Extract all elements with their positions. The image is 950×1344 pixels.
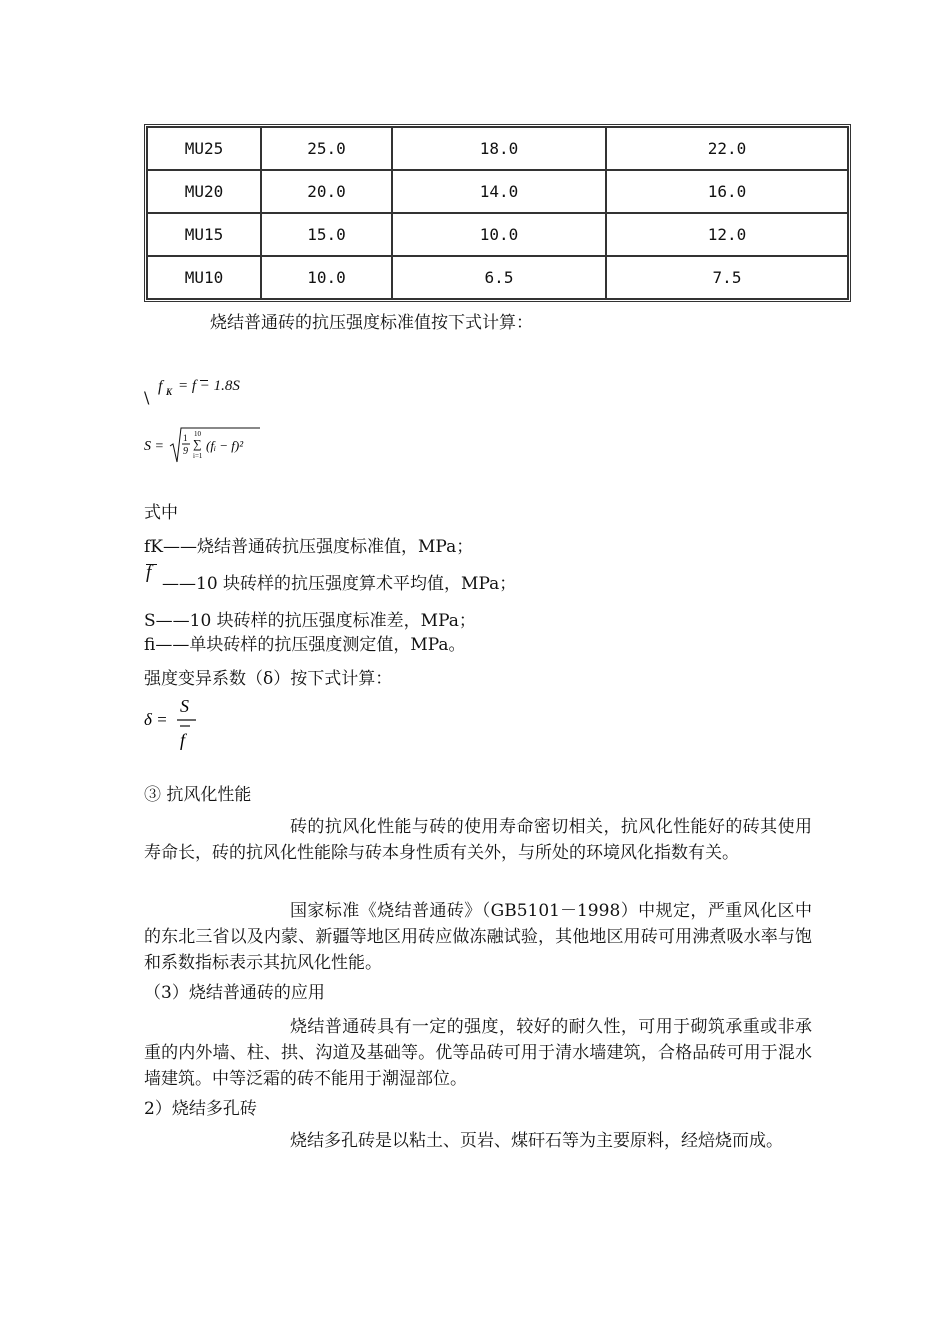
- table-row: [147, 170, 848, 213]
- formula-s-frac-den: 9: [183, 446, 188, 457]
- table-cell: MU10: [147, 256, 261, 299]
- formula-s-sum-bot: i=1: [193, 452, 203, 460]
- formula-s-frac-num: 1: [183, 433, 188, 443]
- table-row: [147, 213, 848, 256]
- formula-delta: [144, 692, 204, 750]
- formula-s-lhs: S =: [144, 439, 164, 454]
- strength-table: [144, 124, 851, 302]
- formula-fk-rhs: = f − 1.8S: [178, 378, 240, 394]
- cv-intro: 强度变异系数（δ）按下式计算：: [144, 669, 393, 689]
- formula-fk-sub: K: [166, 387, 173, 397]
- formula-delta-den: f: [180, 730, 186, 750]
- table-cell: 18.0: [392, 127, 606, 170]
- table-row: [147, 127, 848, 170]
- table-cell: 10.0: [261, 256, 392, 299]
- formula-s-term: (fᵢ − f)²: [206, 438, 244, 453]
- table-cell: 7.5: [606, 256, 848, 299]
- def-fbar: ——10 块砖样的抗压强度算术平均值，MPa；: [162, 574, 517, 594]
- sec2-title: 2）烧结多孔砖: [144, 1099, 257, 1119]
- formula-delta-num: S: [180, 696, 189, 716]
- fbar-letter: f: [146, 562, 152, 583]
- table-cell: MU15: [147, 213, 261, 256]
- formula-fk: [144, 378, 284, 414]
- table-cell: 10.0: [392, 213, 606, 256]
- def-fi: fi——单块砖样的抗压强度测定值，MPa。: [144, 635, 466, 655]
- table-cell: 6.5: [392, 256, 606, 299]
- sub3-paragraph: 烧结普通砖具有一定的强度，较好的耐久性，可用于砌筑承重或非承重的内外墙、柱、拱、沟道及基础等。优等品砖可用于清水墙建筑，合格品砖可用于混水墙建筑。中等泛霜的砖不能用于潮湿部位。: [144, 1017, 812, 1089]
- formula-backslash: \: [144, 388, 150, 407]
- section3-title: ③ 抗风化性能: [144, 785, 252, 805]
- table-cell: 22.0: [606, 127, 848, 170]
- sec2-paragraph: 烧结多孔砖是以粘土、页岩、煤矸石等为主要原料，经焙烧而成。: [290, 1131, 783, 1151]
- section3-paragraph-1: 砖的抗风化性能与砖的使用寿命密切相关，抗风化性能好的砖其使用寿命长，砖的抗风化性能除与砖本身性质有关外，与所处的环境风化指数有关。: [144, 817, 812, 863]
- formula-delta-lhs: δ =: [144, 710, 168, 729]
- table-cell: 16.0: [606, 170, 848, 213]
- formula-s-sum-top: 10: [194, 430, 201, 438]
- intro-text: 烧结普通砖的抗压强度标准值按下式计算：: [210, 313, 533, 333]
- table-cell: 14.0: [392, 170, 606, 213]
- formula-s: [144, 424, 264, 468]
- section3-paragraph-2: 国家标准《烧结普通砖》（GB5101－1998）中规定，严重风化区中的东北三省以及内蒙、新疆等地区用砖应做冻融试验，其他地区用砖可用沸煮吸水率与饱和系数指标表示其抗风化性能。: [144, 901, 812, 973]
- def-s: S——10 块砖样的抗压强度标准差，MPa；: [144, 611, 476, 631]
- sub3-title: （3）烧结普通砖的应用: [144, 983, 325, 1003]
- where-label: 式中: [144, 503, 178, 523]
- table-cell: 12.0: [606, 213, 848, 256]
- def-fk: fK——烧结普通砖抗压强度标准值，MPa；: [144, 537, 474, 557]
- table-cell: 15.0: [261, 213, 392, 256]
- table-row: [147, 256, 848, 299]
- sum-sign: ∑: [193, 437, 202, 451]
- fbar-symbol: [144, 562, 158, 592]
- table-cell: MU20: [147, 170, 261, 213]
- table-cell: MU25: [147, 127, 261, 170]
- formula-fbar-overline: [200, 380, 208, 381]
- table-cell: 20.0: [261, 170, 392, 213]
- formula-fk-lhs: f: [158, 378, 163, 395]
- table-cell: 25.0: [261, 127, 392, 170]
